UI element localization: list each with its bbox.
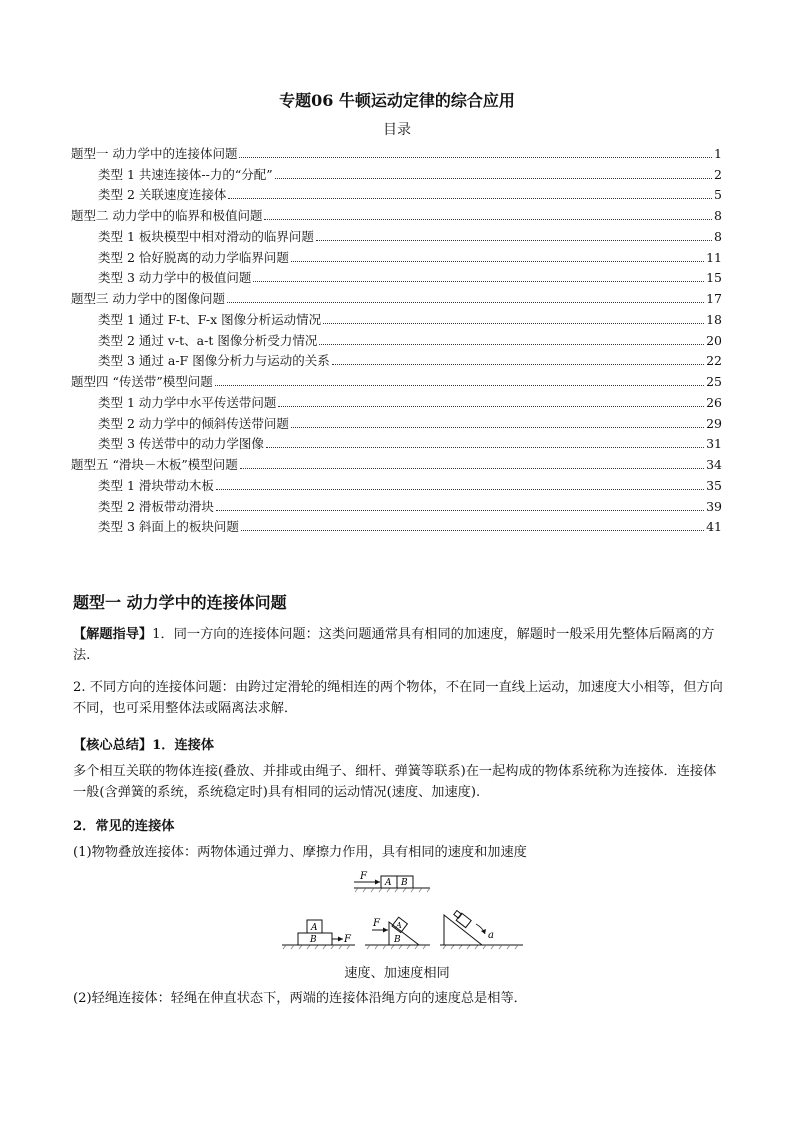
toc-entry-title: 类型 2 动力学中的倾斜传送带问题 bbox=[98, 415, 289, 431]
toc-leader-dots bbox=[228, 198, 712, 199]
section-title: 题型一 动力学中的连接体问题 bbox=[73, 593, 287, 612]
toc-entry-title: 题型三 动力学中的图像问题 bbox=[71, 291, 225, 306]
stack-paragraph: (1)物物叠放连接体：两物体通过弹力、摩擦力作用，具有相同的速度和加速度 bbox=[73, 845, 527, 860]
toc-leader-dots bbox=[266, 447, 704, 448]
toc-entry-title: 类型 1 共速连接体--力的“分配” bbox=[98, 166, 273, 182]
toc-leader-dots bbox=[215, 385, 704, 386]
toc-entry-title: 类型 1 通过 F-t、F-x 图像分析运动情况 bbox=[98, 311, 322, 327]
guide-paragraph-2: 2. 不同方向的连接体问题：由跨过定滑轮的绳相连的两个物体，不在同一直线上运动，加速度大小相等，但方向不同，也可采用整体法或隔离法求解． bbox=[73, 680, 723, 716]
toc-entry-title: 类型 3 传送带中的动力学图像 bbox=[98, 436, 264, 452]
toc-entry-page: 29 bbox=[706, 415, 722, 431]
toc-entry-title: 类型 1 板块模型中相对滑动的临界问题 bbox=[98, 228, 314, 244]
toc-leader-dots bbox=[227, 302, 704, 303]
toc-entry-page: 26 bbox=[706, 394, 722, 410]
common-heading: 2．常见的连接体 bbox=[73, 819, 175, 834]
toc-entry-title: 类型 2 恰好脱离的动力学临界问题 bbox=[98, 249, 289, 265]
block-b-label: B bbox=[401, 878, 408, 888]
toc-entry-title: 类型 2 滑板带动滑块 bbox=[98, 498, 214, 514]
toc-entry[interactable] bbox=[71, 473, 722, 494]
setup2-a-label: A bbox=[396, 921, 402, 930]
toc-heading: 目录 bbox=[383, 122, 411, 138]
toc-entry-title: 类型 1 动力学中水平传送带问题 bbox=[98, 394, 277, 410]
toc-entry[interactable] bbox=[71, 390, 722, 411]
toc-entry[interactable] bbox=[71, 369, 722, 390]
toc-entry-page: 17 bbox=[706, 291, 722, 306]
toc-entry[interactable] bbox=[71, 162, 722, 183]
table-of-contents bbox=[71, 141, 722, 535]
toc-entry[interactable] bbox=[71, 307, 722, 328]
toc-entry-page: 34 bbox=[706, 457, 722, 472]
toc-entry[interactable] bbox=[71, 349, 722, 370]
guide-paragraph-1 bbox=[73, 624, 729, 666]
toc-entry[interactable] bbox=[71, 183, 722, 204]
toc-leader-dots bbox=[216, 510, 704, 511]
setup2-force-label: F bbox=[373, 918, 380, 929]
toc-entry-page: 39 bbox=[706, 498, 722, 514]
toc-entry-page: 18 bbox=[706, 311, 722, 327]
toc-entry-title: 类型 2 通过 v-t、a-t 图像分析受力情况 bbox=[98, 332, 318, 348]
setup1-b-label: B bbox=[310, 935, 317, 945]
toc-leader-dots bbox=[241, 530, 704, 531]
rope-paragraph: (2)轻绳连接体：轻绳在伸直状态下，两端的连接体沿绳方向的速度总是相等． bbox=[73, 991, 527, 1006]
core-heading: 1．连接体 bbox=[152, 738, 215, 753]
toc-entry-title: 题型一 动力学中的连接体问题 bbox=[71, 145, 238, 161]
toc-entry-title: 类型 3 动力学中的极值问题 bbox=[98, 270, 252, 286]
toc-entry[interactable] bbox=[71, 245, 722, 266]
toc-entry-title: 类型 3 斜面上的板块问题 bbox=[98, 519, 239, 535]
force-label: F bbox=[360, 871, 367, 882]
toc-entry[interactable] bbox=[71, 432, 722, 453]
toc-entry-page: 41 bbox=[706, 519, 722, 535]
pushed-blocks-diagram bbox=[350, 869, 432, 893]
toc-entry-page: 11 bbox=[706, 249, 722, 265]
core-paragraph: 多个相互关联的物体连接(叠放、并排或由绳子、细杆、弹簧等联系)在一起构成的物体系统称为连接体．连接体一般(含弹簧的系统，系统稳定时)具有相同的运动情况(速度、加速度). bbox=[73, 764, 717, 800]
toc-leader-dots bbox=[253, 281, 704, 282]
toc-entry[interactable] bbox=[71, 141, 722, 162]
toc-leader-dots bbox=[319, 344, 704, 345]
toc-entry[interactable] bbox=[71, 515, 722, 536]
toc-leader-dots bbox=[332, 364, 704, 365]
toc-entry-page: 25 bbox=[706, 374, 722, 389]
toc-entry-title: 题型四 “传送带”模型问题 bbox=[71, 374, 213, 389]
toc-leader-dots bbox=[264, 219, 712, 220]
guide-text-1: 1．同一方向的连接体问题：这类问题通常具有相同的加速度，解题时一般采用先整体后隔离的方法. bbox=[73, 627, 715, 663]
toc-leader-dots bbox=[278, 406, 704, 407]
toc-leader-dots bbox=[316, 240, 712, 241]
toc-leader-dots bbox=[291, 427, 704, 428]
toc-entry-page: 5 bbox=[714, 187, 722, 203]
toc-entry-title: 类型 2 关联速度连接体 bbox=[98, 187, 227, 203]
toc-entry-title: 题型五 “滑块－木板”模型问题 bbox=[71, 457, 238, 472]
doc-title: 专题06 牛顿运动定律的综合应用 bbox=[279, 91, 515, 110]
toc-entry[interactable] bbox=[71, 494, 722, 515]
toc-entry-page: 2 bbox=[714, 166, 722, 182]
toc-entry-title: 类型 1 滑块带动木板 bbox=[98, 477, 214, 493]
toc-leader-dots bbox=[239, 157, 712, 158]
setup1-a-label: A bbox=[311, 923, 318, 933]
toc-entry-page: 35 bbox=[706, 477, 722, 493]
toc-entry[interactable] bbox=[71, 411, 722, 432]
block-a-label: A bbox=[385, 878, 392, 888]
toc-leader-dots bbox=[216, 489, 704, 490]
setup1-force-label: F bbox=[344, 934, 351, 945]
toc-entry[interactable] bbox=[71, 266, 722, 287]
toc-entry[interactable] bbox=[71, 203, 722, 224]
toc-entry-page: 8 bbox=[714, 228, 722, 244]
toc-entry-page: 22 bbox=[706, 353, 722, 369]
toc-entry-title: 类型 3 通过 a-F 图像分析力与运动的关系 bbox=[98, 353, 330, 369]
core-summary-heading bbox=[73, 735, 729, 756]
toc-entry-title: 题型二 动力学中的临界和极值问题 bbox=[71, 208, 263, 223]
connected-bodies-diagram bbox=[280, 910, 525, 952]
core-label: 【核心总结】 bbox=[73, 738, 153, 753]
toc-entry[interactable] bbox=[71, 286, 722, 307]
toc-entry[interactable] bbox=[71, 452, 722, 473]
toc-leader-dots bbox=[240, 468, 704, 469]
toc-entry-page: 1 bbox=[714, 145, 722, 161]
toc-leader-dots bbox=[291, 261, 704, 262]
toc-entry-page: 31 bbox=[706, 436, 722, 452]
toc-entry[interactable] bbox=[71, 224, 722, 245]
toc-entry-page: 8 bbox=[714, 208, 722, 223]
toc-entry-page: 20 bbox=[706, 332, 722, 348]
toc-leader-dots bbox=[275, 178, 712, 179]
toc-entry-page: 15 bbox=[706, 270, 722, 286]
toc-leader-dots bbox=[323, 323, 704, 324]
toc-entry[interactable] bbox=[71, 328, 722, 349]
accel-label: a bbox=[488, 930, 494, 941]
setup2-b-label: B bbox=[394, 935, 401, 945]
figure-caption: 速度、加速度相同 bbox=[344, 966, 450, 981]
guide-label: 【解题指导】 bbox=[73, 627, 153, 642]
